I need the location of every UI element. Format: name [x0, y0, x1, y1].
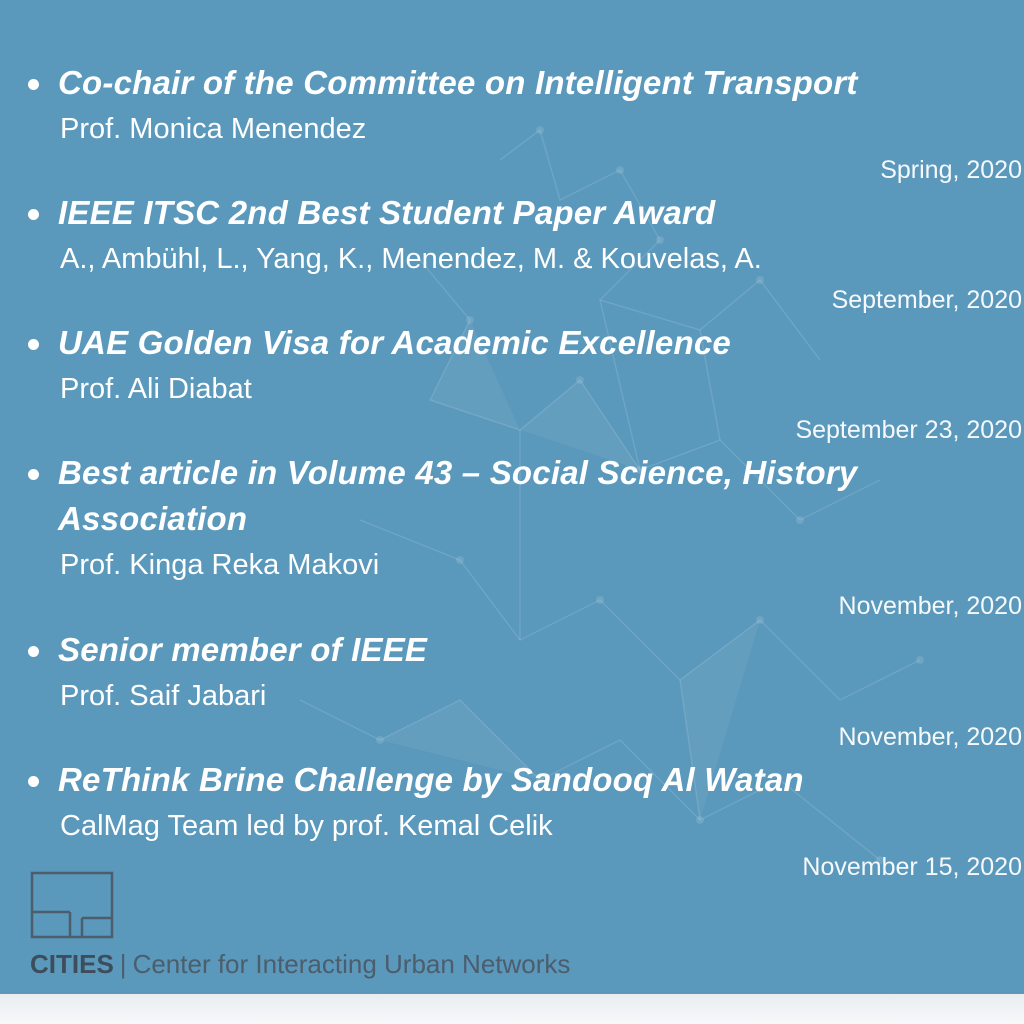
bottom-strip [0, 994, 1024, 1024]
logo-tagline: Center for Interacting Urban Networks [132, 949, 571, 979]
award-recipient: A., Ambühl, L., Yang, K., Menendez, M. & Kouvelas, A. [60, 243, 762, 275]
award-recipient: Prof. Monica Menendez [60, 113, 367, 145]
bullet-icon [28, 79, 39, 90]
award-recipient: Prof. Saif Jabari [60, 680, 267, 712]
award-title: Senior member of IEEE [58, 631, 428, 668]
award-date: November 15, 2020 [802, 853, 1022, 881]
bullet-icon [28, 339, 39, 350]
bullet-icon [28, 776, 39, 787]
award-title: Co-chair of the Committee on Intelligent Transport [58, 64, 858, 101]
award-recipient: Prof. Kinga Reka Makovi [60, 549, 380, 581]
award-date: November, 2020 [838, 592, 1022, 620]
award-title: Best article in Volume 43 – Social Science, History Association [58, 454, 858, 537]
award-recipient: CalMag Team led by prof. Kemal Celik [60, 810, 553, 842]
logo-name: CITIES [30, 949, 114, 979]
award-date: November, 2020 [838, 723, 1022, 751]
award-recipient: Prof. Ali Diabat [60, 373, 252, 405]
bullet-icon [28, 469, 39, 480]
award-title: IEEE ITSC 2nd Best Student Paper Award [58, 194, 716, 231]
award-date: September 23, 2020 [795, 416, 1022, 444]
cities-logo-icon [30, 870, 120, 945]
award-title: ReThink Brine Challenge by Sandooq Al Watan [58, 761, 804, 798]
award-date: September, 2020 [831, 286, 1022, 314]
logo-text [30, 948, 570, 980]
cities-logo [30, 870, 650, 985]
award-date: Spring, 2020 [880, 156, 1022, 184]
logo-separator: | [119, 949, 127, 979]
bullet-icon [28, 646, 39, 657]
bullet-icon [28, 209, 39, 220]
award-title: UAE Golden Visa for Academic Excellence [58, 324, 731, 361]
